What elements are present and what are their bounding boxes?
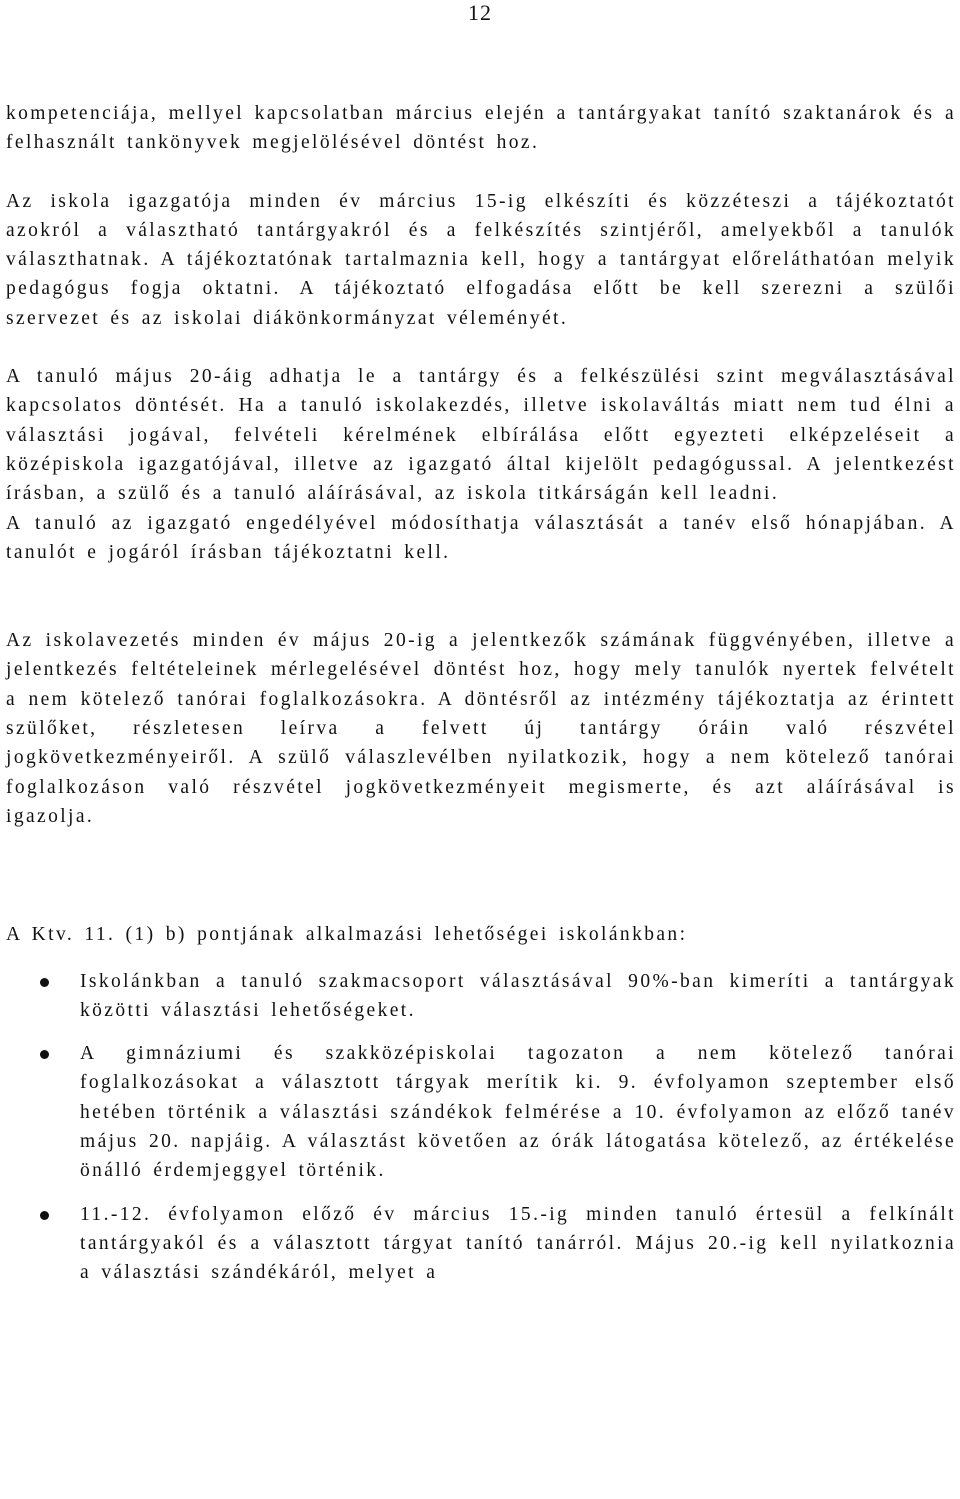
list-item-text: Iskolánkban a tanuló szakmacsoport választásával 90%-ban kimeríti a tantárgyak közötti választási lehetőségeket. [80,970,956,1021]
paragraph-student-decision: A tanuló május 20-áig adhatja le a tantárgy és a felkészülési szint megválasztásával kapcsolatos döntését. Ha a tanuló iskolakezdés, illetve iskolaváltás miatt nem tud élni a választási jogával, felvételi kérelmének elbírálása előtt egyezteti elképzeléseit a középiskola igazgatójával, illetve az igazgató által kijelölt pedagógussal. A jelentkezést írásban, a szülő és a tanuló aláírásával, az iskola titkárságán kell leadni. [6,366,956,505]
list-item [6,1039,956,1185]
bullet-icon [40,978,49,987]
list-item [6,967,956,1026]
paragraph-modification: A tanuló az igazgató engedélyével módosíthatja választását a tanév első hónapjában. A tanulót e jogáról írásban tájékoztatni kell. [6,512,956,563]
paragraph-ktv-heading: A Ktv. 11. (1) b) pontjának alkalmazási lehetőségei iskolánkban: [6,924,688,946]
list-item-text: A gimnáziumi és szakközépiskolai tagozaton a nem kötelező tanórai foglalkozásokat a választott tárgyak merítik ki. 9. évfolyamon szeptember első hetében történik a választási szándékok felmérése a 10. évfolyamon az előző tanév május 20. napjáig. A választást követően az órák látogatása kötelező, az értékelése önálló érdemjeggyel történik. [80,1043,956,1182]
options-list [6,967,956,1288]
list-item [6,1200,956,1288]
paragraph-competence: kompetenciája, mellyel kapcsolatban március elején a tantárgyakat tanító szaktanárok és a felhasznált tankönyvek megjelölésével döntést hoz. [6,103,956,154]
document-body [6,99,956,1288]
bullet-icon [40,1050,49,1059]
page-number: 12 [468,0,492,25]
bullet-icon [40,1211,49,1220]
paragraph-director-information: Az iskola igazgatója minden év március 15-ig elkészíti és közzéteszi a tájékoztatót azokról a választható tantárgyakról és a felkészítés szintjéről, amelyekből a tanulók választhatnak. A tájékoztatónak tartalmaznia kell, hogy a tantárgyat előreláthatóan melyik pedagógus fogja oktatni. A tájékoztató elfogadása előtt be kell szerezni a szülői szervezet és az iskolai diákönkormányzat véleményét. [6,190,956,329]
paragraph-school-management: Az iskolavezetés minden év május 20-ig a jelentkezők számának függvényében, illetve a jelentkezés feltételeinek mérlegelésével döntést hoz, hogy mely tanulók nyertek felvételt a nem kötelező tanórai foglalkozásokra. A döntésről az intézmény tájékoztatja az érintett szülőket, részletesen leírva a felvett új tantárgy óráin való részvétel jogkövetkezményeiről. A szülő válaszlevélben nyilatkozik, hogy a nem kötelező tanórai foglalkozáson való részvétel jogkövetkezményeit megismerte, és azt aláírásával is igazolja. [6,630,956,827]
list-item-text: 11.-12. évfolyamon előző év március 15.-ig minden tanuló értesül a felkínált tantárgyakól és a választott tárgyat tanító tanárról. Május 20.-ig kell nyilatkoznia a választási szándékáról, melyet a [80,1203,956,1284]
